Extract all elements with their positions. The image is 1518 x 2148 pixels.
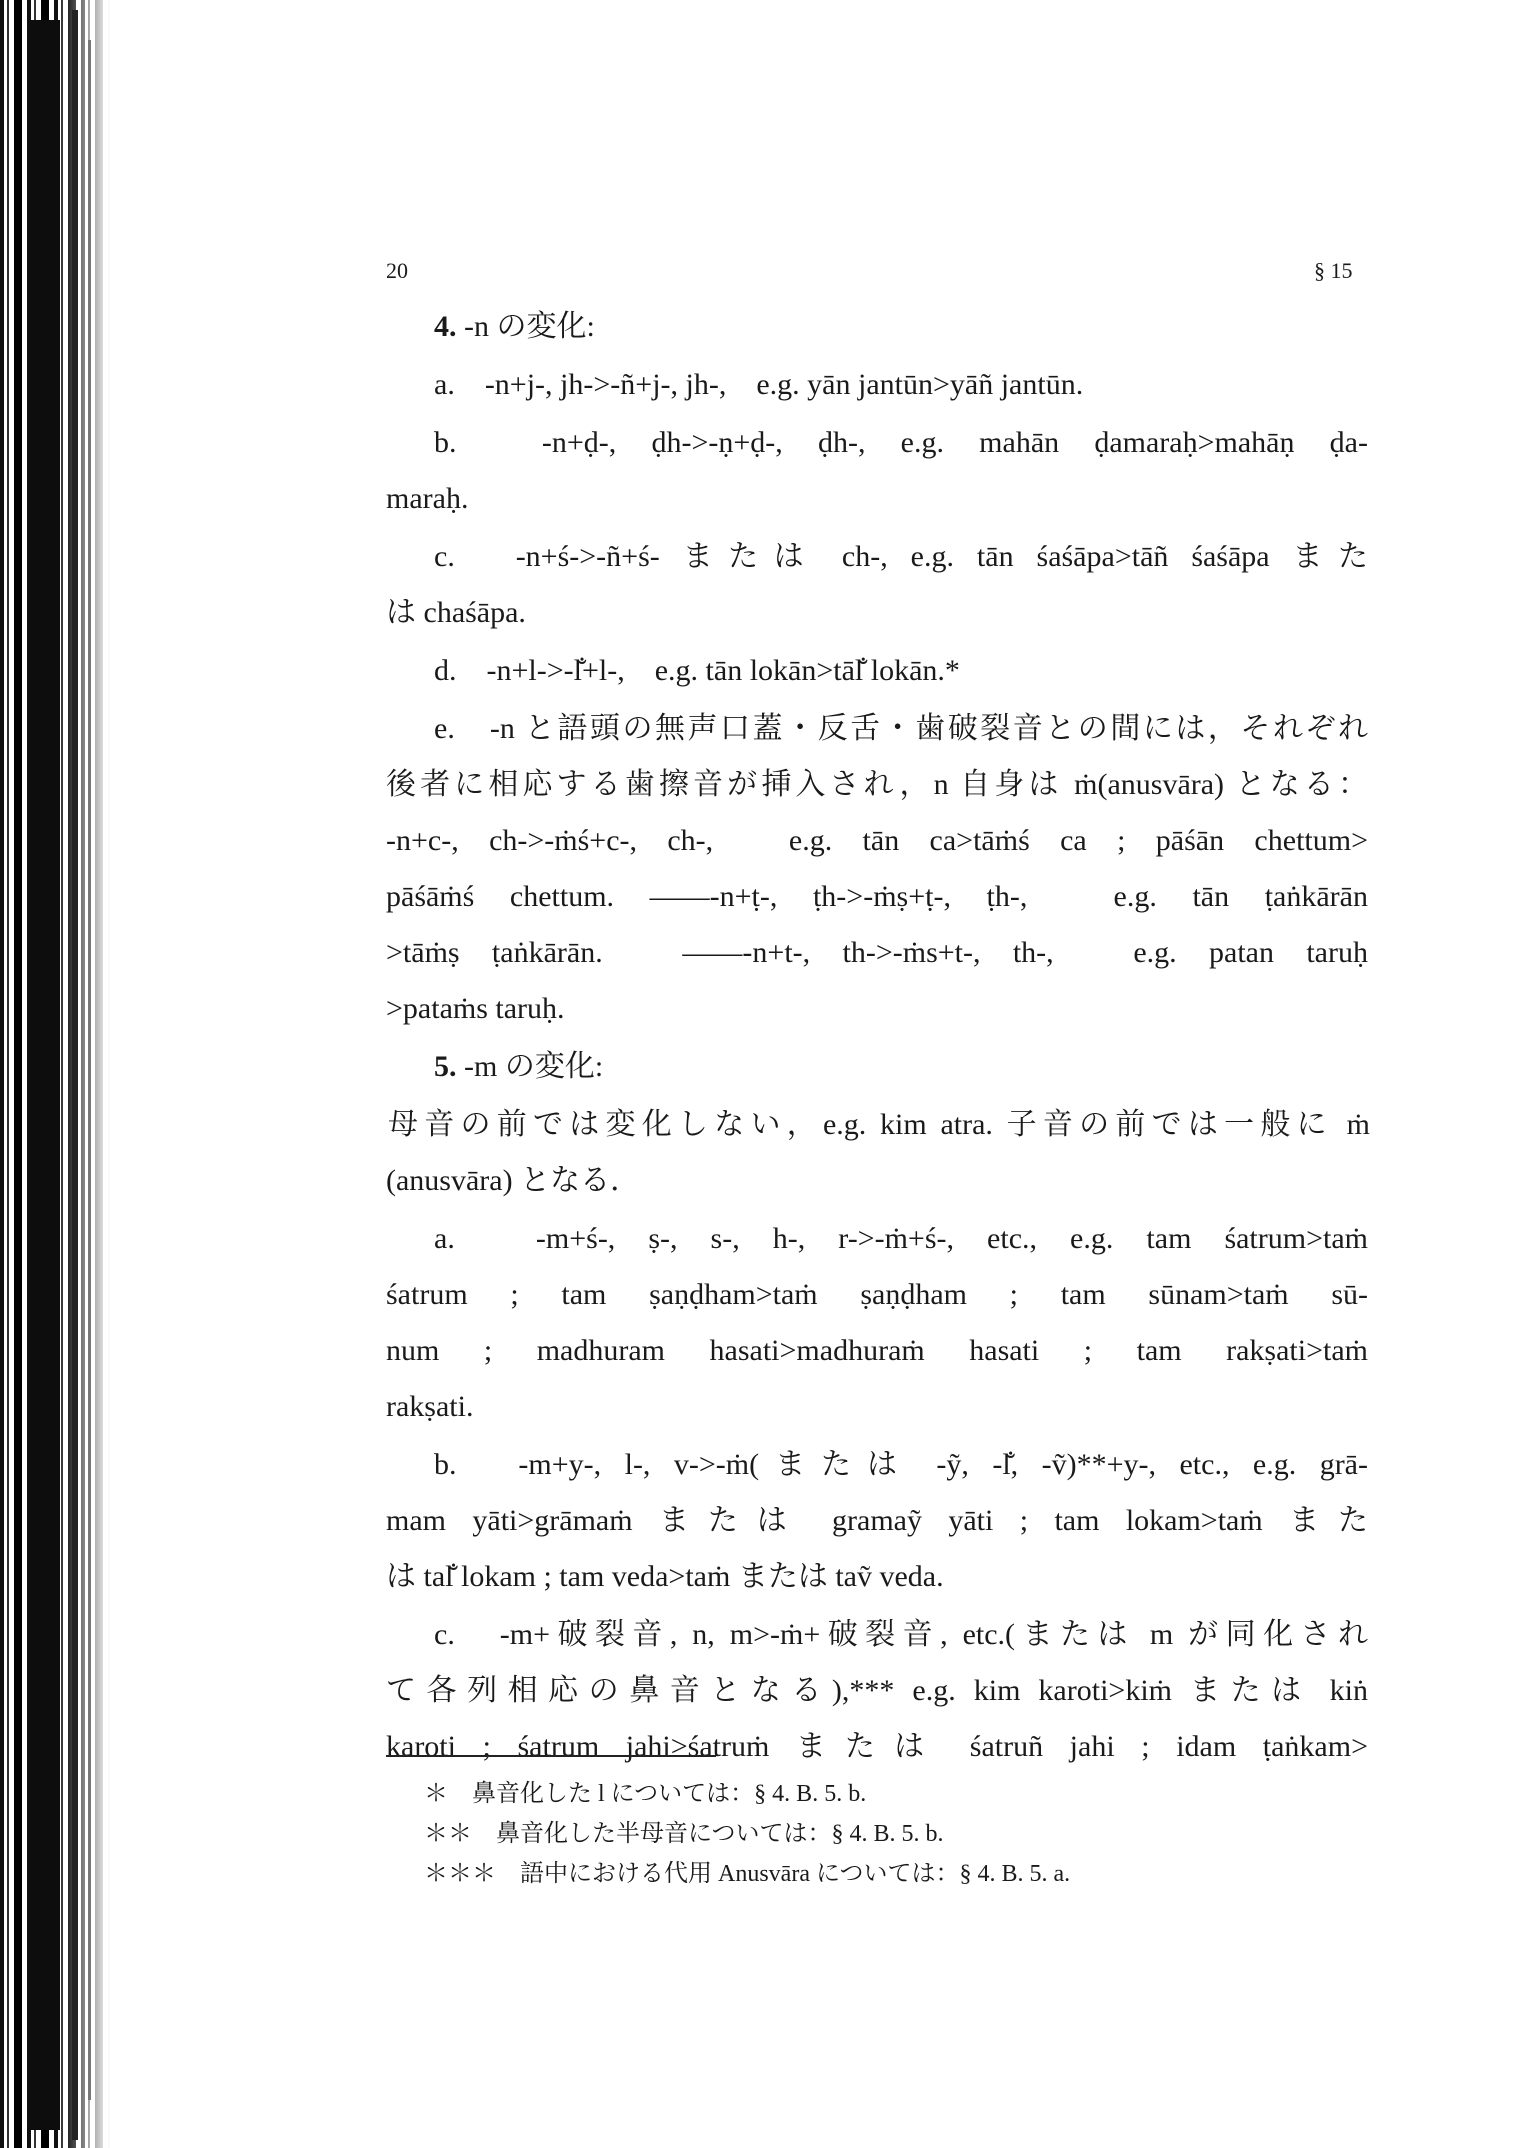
rule-5c-line2: て各列相応の鼻音となる),*** e.g. kim karoti>kiṁ または kiṅ — [386, 1674, 1368, 1707]
page-binding-line — [72, 10, 78, 2140]
section-4-title: -n の変化: — [464, 310, 595, 343]
footnote-1: ＊ 鼻音化した l については：§ 4. B. 5. b. — [424, 1781, 867, 1807]
rule-4e-line1: e. -n と語頭の無声口蓋・反舌・歯破裂音との間には，それぞれ — [434, 712, 1368, 745]
section-5-number: 5. — [434, 1050, 457, 1083]
rule-5b-line2: mam yāti>grāmaṁ または gramaỹ yāti ; tam lokam>taṁ また — [386, 1504, 1368, 1537]
page-binding-faint-line — [88, 40, 91, 2100]
rule-4c-line1: c. -n+ś->-ñ+ś- または ch-, e.g. tān śaśāpa>tāñ śaśāpa また — [434, 540, 1368, 573]
section-5-intro-line2: (anusvāra) となる． — [386, 1164, 641, 1197]
section-5-intro-line1: 母音の前では変化しない，e.g. kim atra. 子音の前では一般に ṁ — [388, 1108, 1370, 1141]
footnote-2: ＊＊ 鼻音化した半母音については：§ 4. B. 5. b. — [424, 1821, 944, 1847]
rule-4e-line3: -n+c-, ch->-ṁś+c-, ch-, e.g. tān ca>tāṁś ca ; pāśān chettum> — [386, 824, 1368, 857]
rule-5c-line1: c. -m+破裂音, n, m>-ṁ+破裂音, etc.(または m が同化され — [434, 1618, 1368, 1651]
rule-4a: a. -n+j-, jh->-ñ+j-, jh-, e.g. yān jantūn>yāñ jantūn. — [434, 368, 1084, 401]
footnote-divider — [386, 1755, 716, 1757]
rule-4e-line5: >tāṁṣ ṭaṅkārān. ——-n+t-, th->-ṁs+t-, th-, e.g. patan taruḥ — [386, 936, 1368, 969]
page-binding-shadow — [30, 20, 60, 2130]
rule-4b-line1: b. -n+ḍ-, ḍh->-ṇ+ḍ-, ḍh-, e.g. mahān ḍamaraḥ>mahāṇ ḍa- — [434, 426, 1368, 459]
section-4-number: 4. — [434, 310, 457, 343]
rule-5a-line3: num ; madhuram hasati>madhuraṁ hasati ; tam rakṣati>taṁ — [386, 1334, 1368, 1367]
rule-5a-line1: a. -m+ś-, ṣ-, s-, h-, r->-ṁ+ś-, etc., e.g. tam śatrum>taṁ — [434, 1222, 1368, 1255]
section-5-title: -m の変化: — [464, 1050, 604, 1083]
rule-4b-line2: maraḥ. — [386, 482, 469, 515]
rule-4c-line2: は chaśāpa. — [386, 596, 526, 629]
section-reference: § 15 — [1314, 258, 1353, 283]
rule-4e-line2: 後者に相応する歯擦音が挿入され，n 自身は ṁ(anusvāra) となる： — [386, 768, 1368, 801]
rule-4e-line4: pāśāṁś chettum. ——-n+ṭ-, ṭh->-ṁṣ+ṭ-, ṭh-, e.g. tān ṭaṅkārān — [386, 880, 1368, 913]
page-number: 20 — [386, 258, 408, 283]
rule-4d: d. -n+l->-l̐+l-, e.g. tān lokān>tāl̐ lokān.* — [434, 654, 960, 687]
section-5-heading — [434, 1052, 603, 1082]
rule-5c-line3: karoti ; śatrum jahi>śatruṁ または śatruñ jahi ; idam ṭaṅkam> — [386, 1730, 1368, 1763]
section-4-heading — [434, 312, 595, 342]
rule-4e-line6: >pataṁs taruḥ. — [386, 992, 565, 1025]
rule-5a-line2: śatrum ; tam ṣaṇḍham>taṁ ṣaṇḍham ; tam sūnam>taṁ sū- — [386, 1278, 1368, 1311]
rule-5b-line1: b. -m+y-, l-, v->-ṁ(または -ỹ, -l̐, -ṽ)**+y-, etc., e.g. grā- — [434, 1448, 1368, 1481]
footnote-3: ＊＊＊ 語中における代用 Anusvāra については：§ 4. B. 5. a. — [424, 1861, 1071, 1887]
rule-5b-line3: は tal̐ lokam ; tam veda>taṁ または taṽ veda. — [386, 1560, 944, 1593]
rule-5a-line4: rakṣati. — [386, 1390, 474, 1423]
